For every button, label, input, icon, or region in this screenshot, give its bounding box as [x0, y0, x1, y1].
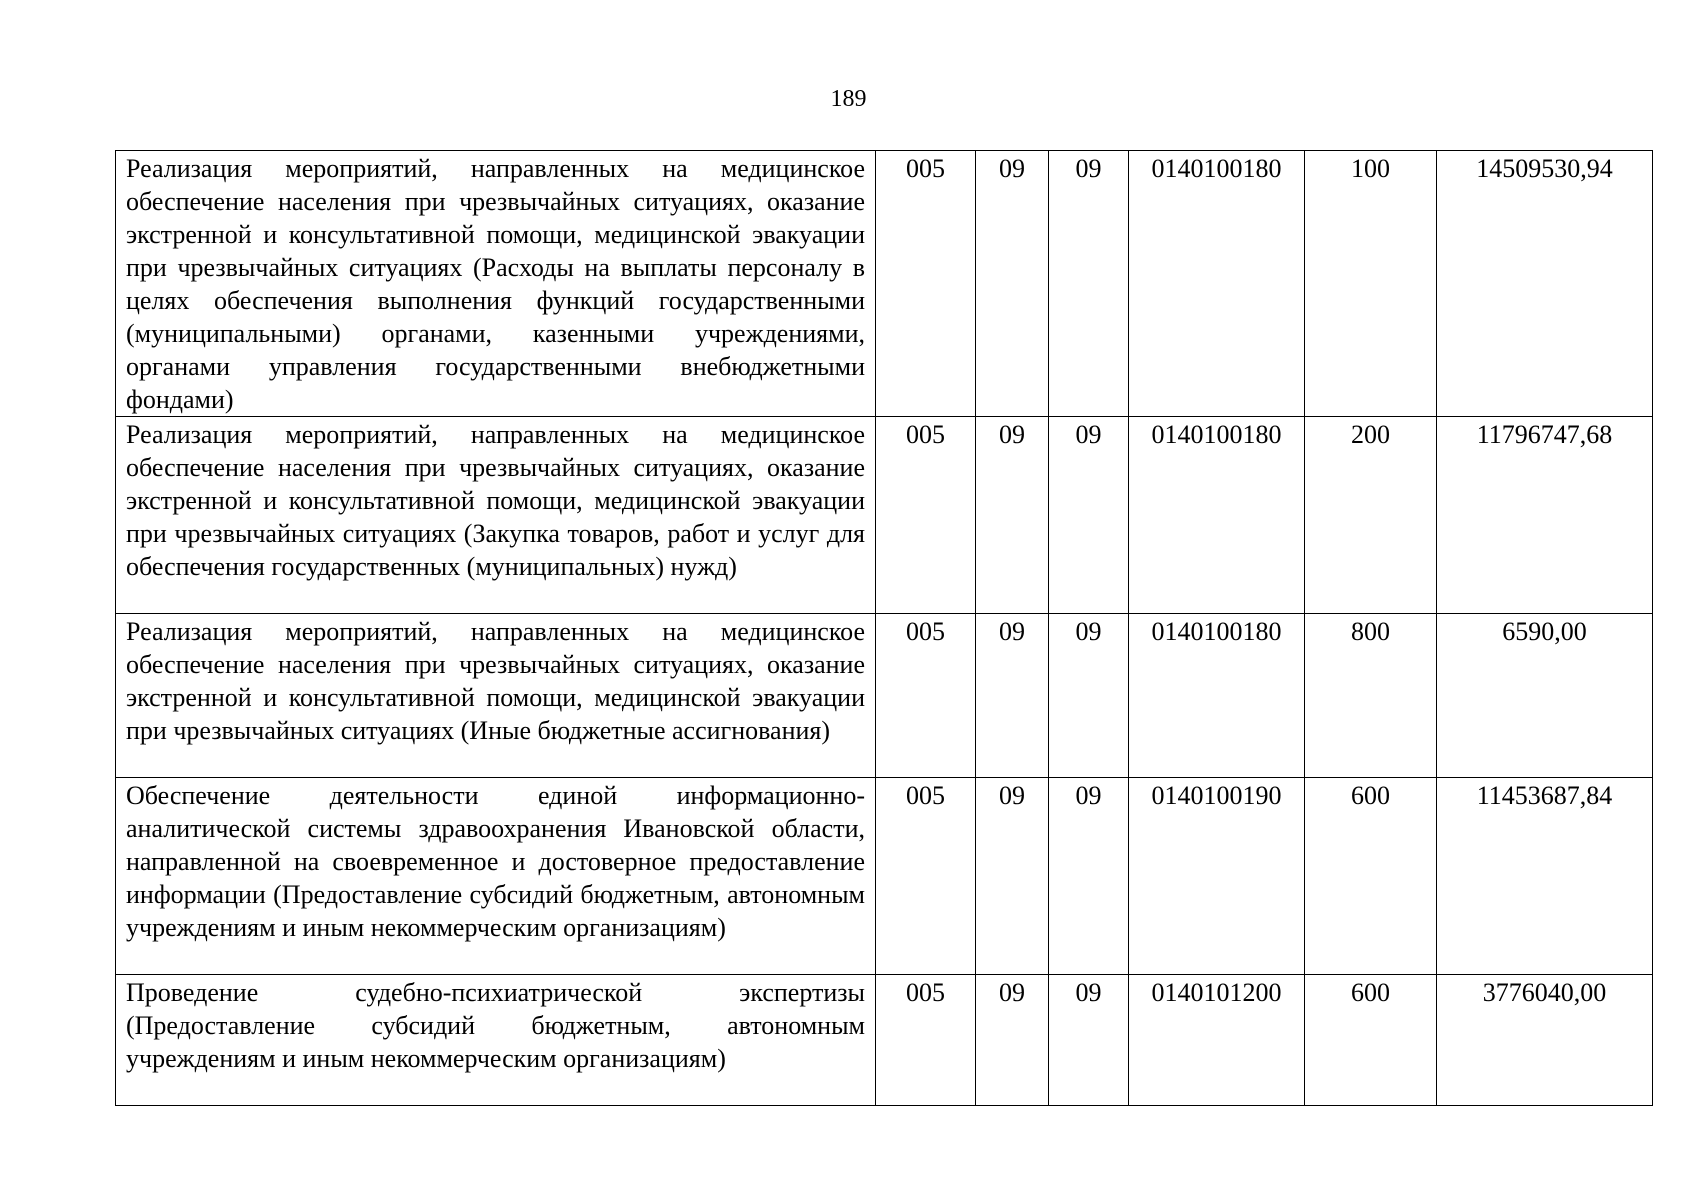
subsection-code: 09: [1049, 417, 1129, 614]
section-code: 09: [976, 614, 1049, 778]
expense-type-code: 600: [1305, 975, 1437, 1106]
target-article-code: 0140100180: [1129, 614, 1305, 778]
row-description: Проведение судебно-психиатрической экспертизы (Предоставление субсидий бюджетным, автономным учреждениям и иным некоммерческим организациям): [116, 975, 876, 1106]
row-description: Реализация мероприятий, направленных на медицинское обеспечение населения при чрезвычайных ситуациях, оказание экстренной и консультативной помощи, медицинской эвакуации при чрезвычайных ситуациях (Закупка товаров, работ и услуг для обеспечения государственных (муниципальных) нужд): [116, 417, 876, 614]
amount: 11453687,84: [1437, 778, 1653, 975]
ministry-code: 005: [876, 778, 976, 975]
target-article-code: 0140100180: [1129, 151, 1305, 417]
expense-type-code: 100: [1305, 151, 1437, 417]
row-description: Реализация мероприятий, направленных на медицинское обеспечение населения при чрезвычайных ситуациях, оказание экстренной и консультативной помощи, медицинской эвакуации при чрезвычайных ситуациях (Расходы на выплаты персоналу в целях обеспечения выполнения функций государственными (муниципальными) органами, казенными учреждениями, органами управления государственными внебюджетными фондами): [116, 151, 876, 417]
amount: 14509530,94: [1437, 151, 1653, 417]
amount: 11796747,68: [1437, 417, 1653, 614]
section-code: 09: [976, 151, 1049, 417]
ministry-code: 005: [876, 151, 976, 417]
section-code: 09: [976, 417, 1049, 614]
ministry-code: 005: [876, 975, 976, 1106]
amount: 6590,00: [1437, 614, 1653, 778]
subsection-code: 09: [1049, 151, 1129, 417]
ministry-code: 005: [876, 614, 976, 778]
ministry-code: 005: [876, 417, 976, 614]
expense-type-code: 600: [1305, 778, 1437, 975]
table-row: [116, 417, 1653, 614]
section-code: 09: [976, 778, 1049, 975]
subsection-code: 09: [1049, 614, 1129, 778]
row-description: Реализация мероприятий, направленных на медицинское обеспечение населения при чрезвычайных ситуациях, оказание экстренной и консультативной помощи, медицинской эвакуации при чрезвычайных ситуациях (Иные бюджетные ассигнования): [116, 614, 876, 778]
target-article-code: 0140100190: [1129, 778, 1305, 975]
table-row: [116, 975, 1653, 1106]
section-code: 09: [976, 975, 1049, 1106]
expense-type-code: 200: [1305, 417, 1437, 614]
page-number: 189: [830, 86, 867, 112]
budget-table: [115, 150, 1653, 1106]
table-row: [116, 614, 1653, 778]
subsection-code: 09: [1049, 975, 1129, 1106]
target-article-code: 0140100180: [1129, 417, 1305, 614]
row-description: Обеспечение деятельности единой информационно-аналитической системы здравоохранения Ивановской области, направленной на своевременное и достоверное предоставление информации (Предоставление субсидий бюджетным, автономным учреждениям и иным некоммерческим организациям): [116, 778, 876, 975]
table-row: [116, 778, 1653, 975]
subsection-code: 09: [1049, 778, 1129, 975]
expense-type-code: 800: [1305, 614, 1437, 778]
target-article-code: 0140101200: [1129, 975, 1305, 1106]
amount: 3776040,00: [1437, 975, 1653, 1106]
table-row: [116, 151, 1653, 417]
